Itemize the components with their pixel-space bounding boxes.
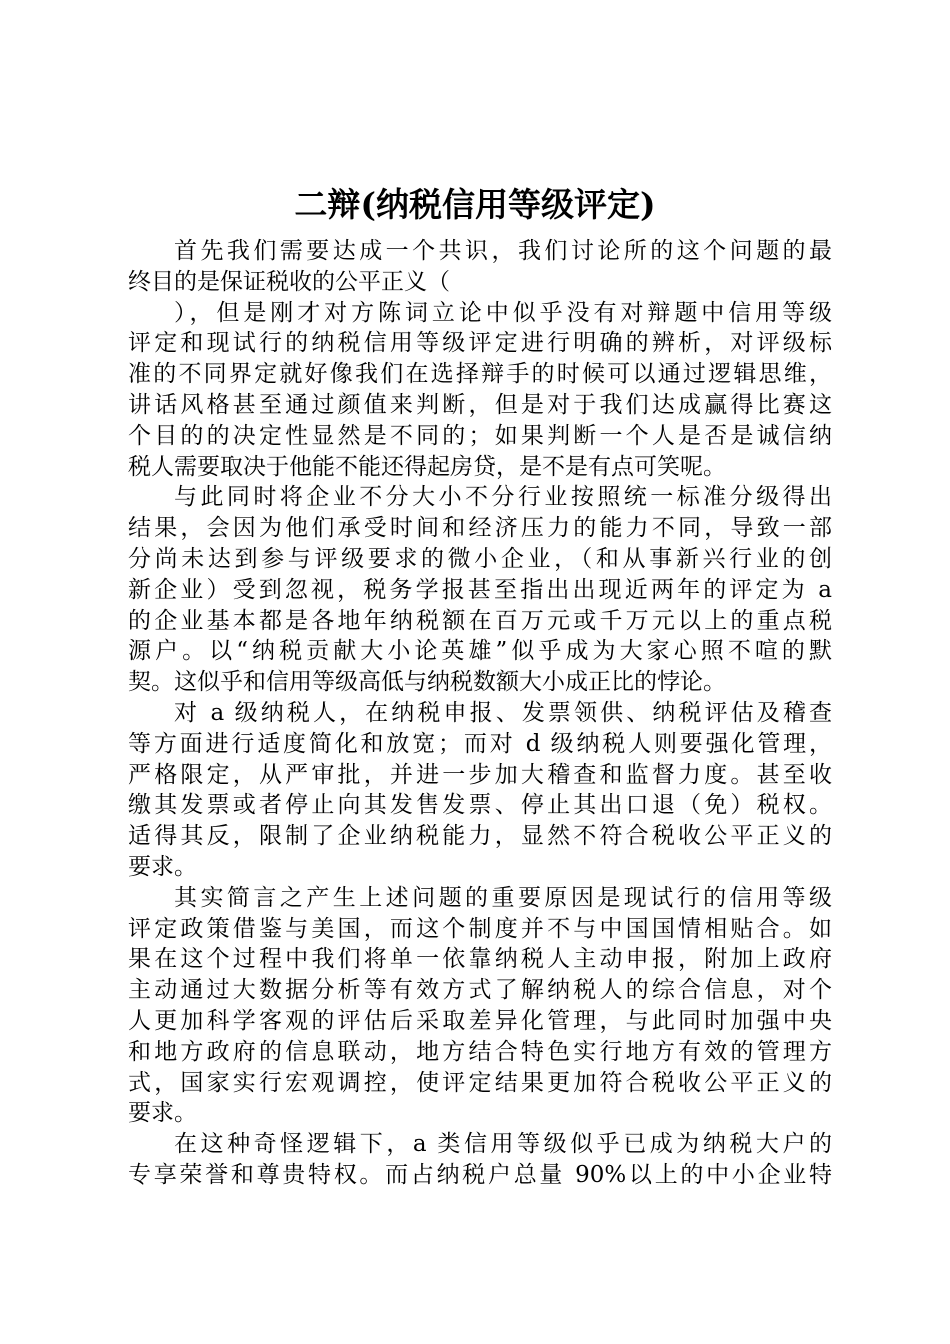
text-line: 要求。 <box>128 853 197 880</box>
text-line: 对 a 级纳税人，在纳税申报、发票领供、纳税评估及稽查 <box>174 699 832 726</box>
document-body <box>128 236 832 1191</box>
text-line: 评定和现试行的纳税信用等级评定进行明确的辨析，对评级标 <box>128 330 832 357</box>
paragraph-1 <box>128 236 832 482</box>
text-line: 讲话风格甚至通过颜值来判断，但是对于我们达成赢得比赛这 <box>128 391 832 418</box>
paragraph-3 <box>128 698 832 883</box>
paragraph-2 <box>128 482 832 698</box>
paragraph-5 <box>128 1129 832 1191</box>
text-line: 果在这个过程中我们将单一依靠纳税人主动申报，附加上政府 <box>128 946 832 973</box>
text-line: 等方面进行适度简化和放宽；而对 d 级纳税人则要强化管理， <box>128 730 832 757</box>
text-line: 终目的是保证税收的公平正义（ <box>128 268 450 295</box>
text-line: 结果，会因为他们承受时间和经济压力的能力不同，导致一部 <box>128 515 832 542</box>
text-line: 主动通过大数据分析等有效方式了解纳税人的综合信息，对个 <box>128 977 832 1004</box>
document-title: 二辩(纳税信用等级评定) <box>294 185 656 224</box>
text-line: 的企业基本都是各地年纳税额在百万元或千万元以上的重点税 <box>128 607 832 634</box>
text-line: 人更加科学客观的评估后采取差异化管理，与此同时加强中央 <box>128 1007 832 1034</box>
paragraph-4 <box>128 883 832 1129</box>
text-line: ），但是刚才对方陈词立论中似乎没有对辩题中信用等级 <box>174 299 832 326</box>
text-line: 在这种奇怪逻辑下，a 类信用等级似乎已成为纳税大户的 <box>174 1131 832 1158</box>
text-line: 税人需要取决于他能不能还得起房贷，是不是有点可笑呢。 <box>128 453 726 480</box>
text-line: 首先我们需要达成一个共识，我们讨论所的这个问题的最 <box>174 238 832 264</box>
text-line: 与此同时将企业不分大小不分行业按照统一标准分级得出 <box>174 484 832 511</box>
text-line: 专享荣誉和尊贵特权。而占纳税户总量 90%以上的中小企业特 <box>128 1161 832 1188</box>
text-line: 要求。 <box>128 1100 197 1127</box>
text-line: 严格限定，从严审批，并进一步加大稽查和监督力度。甚至收 <box>128 761 832 788</box>
text-line: 源户。以“纳税贡献大小论英雄”似乎成为大家心照不喧的默 <box>128 638 832 665</box>
text-line: 个目的的决定性显然是不同的；如果判断一个人是否是诚信纳 <box>128 422 832 449</box>
text-line: 和地方政府的信息联动，地方结合特色实行地方有效的管理方 <box>128 1038 832 1065</box>
text-line: 适得其反，限制了企业纳税能力，显然不符合税收公平正义的 <box>128 823 832 850</box>
text-line: 其实简言之产生上述问题的重要原因是现试行的信用等级 <box>174 884 832 911</box>
text-line: 契。这似乎和信用等级高低与纳税数额大小成正比的悖论。 <box>128 669 726 696</box>
text-line: 分尚未达到参与评级要求的微小企业，（和从事新兴行业的创 <box>128 545 832 572</box>
text-line: 缴其发票或者停止向其发售发票、停止其出口退（免）税权。 <box>128 792 832 819</box>
text-line: 新企业）受到忽视，税务学报甚至指出出现近两年的评定为 a <box>128 576 832 603</box>
text-line: 式，国家实行宏观调控，使评定结果更加符合税收公平正义的 <box>128 1069 832 1096</box>
text-line: 评定政策借鉴与美国，而这个制度并不与中国国情相贴合。如 <box>128 915 832 942</box>
text-line: 准的不同界定就好像我们在选择辩手的时候可以通过逻辑思维， <box>128 361 832 388</box>
